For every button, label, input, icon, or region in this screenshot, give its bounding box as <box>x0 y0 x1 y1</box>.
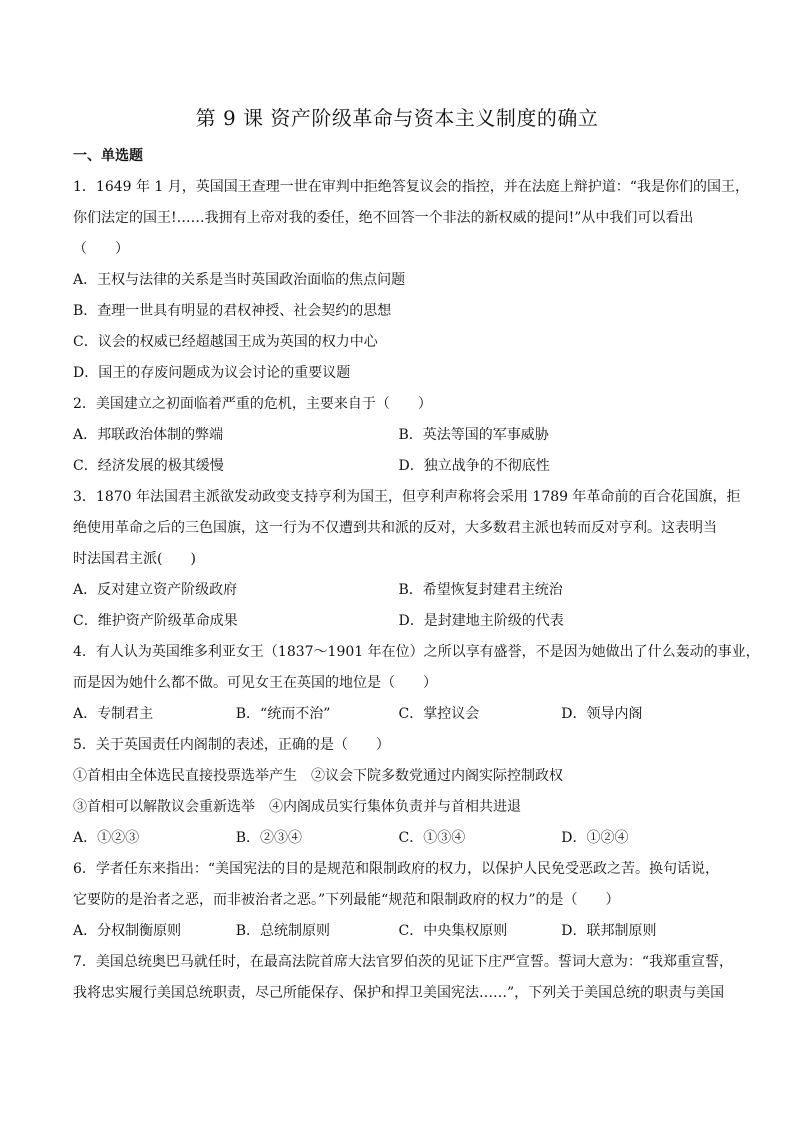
question-stem-line: 它要防的是治者之恶，而非被治者之恶。”下列最能“规范和限制政府的权力”的是（ ） <box>73 892 620 908</box>
option-a: A．①②③ <box>73 830 140 846</box>
question-1 <box>73 172 749 389</box>
question-stem-line: 7．美国总统奥巴马就任时，在最高法院首席大法官罗伯茨的见证下庄严宣誓。誓词大意为：“我郑重宣誓， <box>73 954 734 970</box>
option-b: B．“统而不治” <box>235 706 331 722</box>
question-stem-line: 3．1870 年法国君主派欲发动政变支持亨利为国王，但亨利声称将会采用 1789 年革命前的百合花国旗，拒 <box>73 489 741 505</box>
question-stem-line: ③首相可以解散议会重新选举 ④内阁成员实行集体负责并与首相共进退 <box>73 799 521 815</box>
options-row <box>73 606 724 637</box>
option-b: B．查理一世具有明显的君权神授、社会契约的思想 <box>73 303 392 319</box>
question-3 <box>73 482 741 637</box>
content <box>73 141 760 1009</box>
option-c: C．维护资产阶级革命成果 <box>73 613 238 629</box>
option-d: D．国王的存废问题成为议会讨论的重要议题 <box>73 365 351 381</box>
question-stem-line: 我将忠实履行美国总统职责，尽己所能保存、保护和捍卫美国宪法……”，下列关于美国总统的职责与美国 <box>73 985 725 1001</box>
options-row <box>73 420 724 451</box>
question-7 <box>73 947 734 1009</box>
options-row <box>73 823 724 854</box>
option-c: C．经济发展的极其缓慢 <box>73 458 224 474</box>
option-b: B．总统制原则 <box>235 923 331 939</box>
option-a: A．反对建立资产阶级政府 <box>73 582 238 598</box>
option-a: A．王权与法律的关系是当时英国政治面临的焦点问题 <box>73 272 406 288</box>
question-stem-line: 4．有人认为英国维多利亚女王（1837～1901 年在位）之所以享有盛誉，不是因为她做出了什么轰动的事业， <box>73 644 760 660</box>
option-a: A．邦联政治体制的弊端 <box>73 427 224 443</box>
question-stem-line: 6．学者任东来指出：“美国宪法的目的是规范和限制政府的权力，以保护人民免受恶政之苦。换句话说， <box>73 861 720 877</box>
option-c: C．①③④ <box>398 830 466 846</box>
question-stem-line: 1．1649 年 1 月，英国国王查理一世在审判中拒绝答复议会的指控，并在法庭上辩护道：“我是你们的国王， <box>73 179 749 195</box>
question-stem-line: 2．美国建立之初面临着严重的危机，主要来自于（ ） <box>73 396 432 412</box>
option-c: C．中央集权原则 <box>398 923 508 939</box>
question-stem-line: ①首相由全体选民直接投票选举产生 ②议会下院多数党通过内阁实际控制政权 <box>73 768 563 784</box>
question-stem-line: 你们法定的国王!……我拥有上帝对我的委任，绝不回答一个非法的新权威的提问!”从中我们可以看出 <box>73 210 694 226</box>
option-b: B．希望恢复封建君主统治 <box>398 582 563 598</box>
question-stem-line: （ ） <box>73 241 129 257</box>
option-b: B．英法等国的军事威胁 <box>398 427 549 443</box>
option-d: D．①②④ <box>561 830 629 846</box>
question-6 <box>73 854 724 947</box>
option-a: A．分权制衡原则 <box>73 923 182 939</box>
options-row <box>73 451 724 482</box>
options-row <box>73 699 724 730</box>
question-list <box>73 172 760 1009</box>
options-row <box>73 575 724 606</box>
section-heading: 一、单选题 <box>73 148 143 164</box>
question-4 <box>73 637 760 730</box>
question-stem-line: 而是因为她什么都不做。可见女王在英国的地位是（ ） <box>73 675 437 691</box>
page-title: 第 9 课 资产阶级革命与资本主义制度的确立 <box>195 106 599 130</box>
question-stem-line: 时法国君主派( ) <box>73 551 196 567</box>
option-b: B．②③④ <box>235 830 303 846</box>
option-c: C．掌控议会 <box>398 706 480 722</box>
question-5 <box>73 730 724 854</box>
question-stem-line: 5．关于英国责任内阁制的表述，正确的是（ ） <box>73 737 390 753</box>
options-row <box>73 916 724 947</box>
option-d: D．领导内阁 <box>561 706 643 722</box>
question-2 <box>73 389 724 482</box>
question-stem-line: 绝使用革命之后的三色国旗，这一行为不仅遭到共和派的反对，大多数君主派也转而反对亨利。这表明当 <box>73 520 717 536</box>
option-a: A．专制君主 <box>73 706 154 722</box>
option-c: C．议会的权威已经超越国王成为英国的权力中心 <box>73 334 378 350</box>
option-d: D．是封建地主阶级的代表 <box>398 613 564 629</box>
option-d: D．联邦制原则 <box>561 923 657 939</box>
option-d: D．独立战争的不彻底性 <box>398 458 550 474</box>
